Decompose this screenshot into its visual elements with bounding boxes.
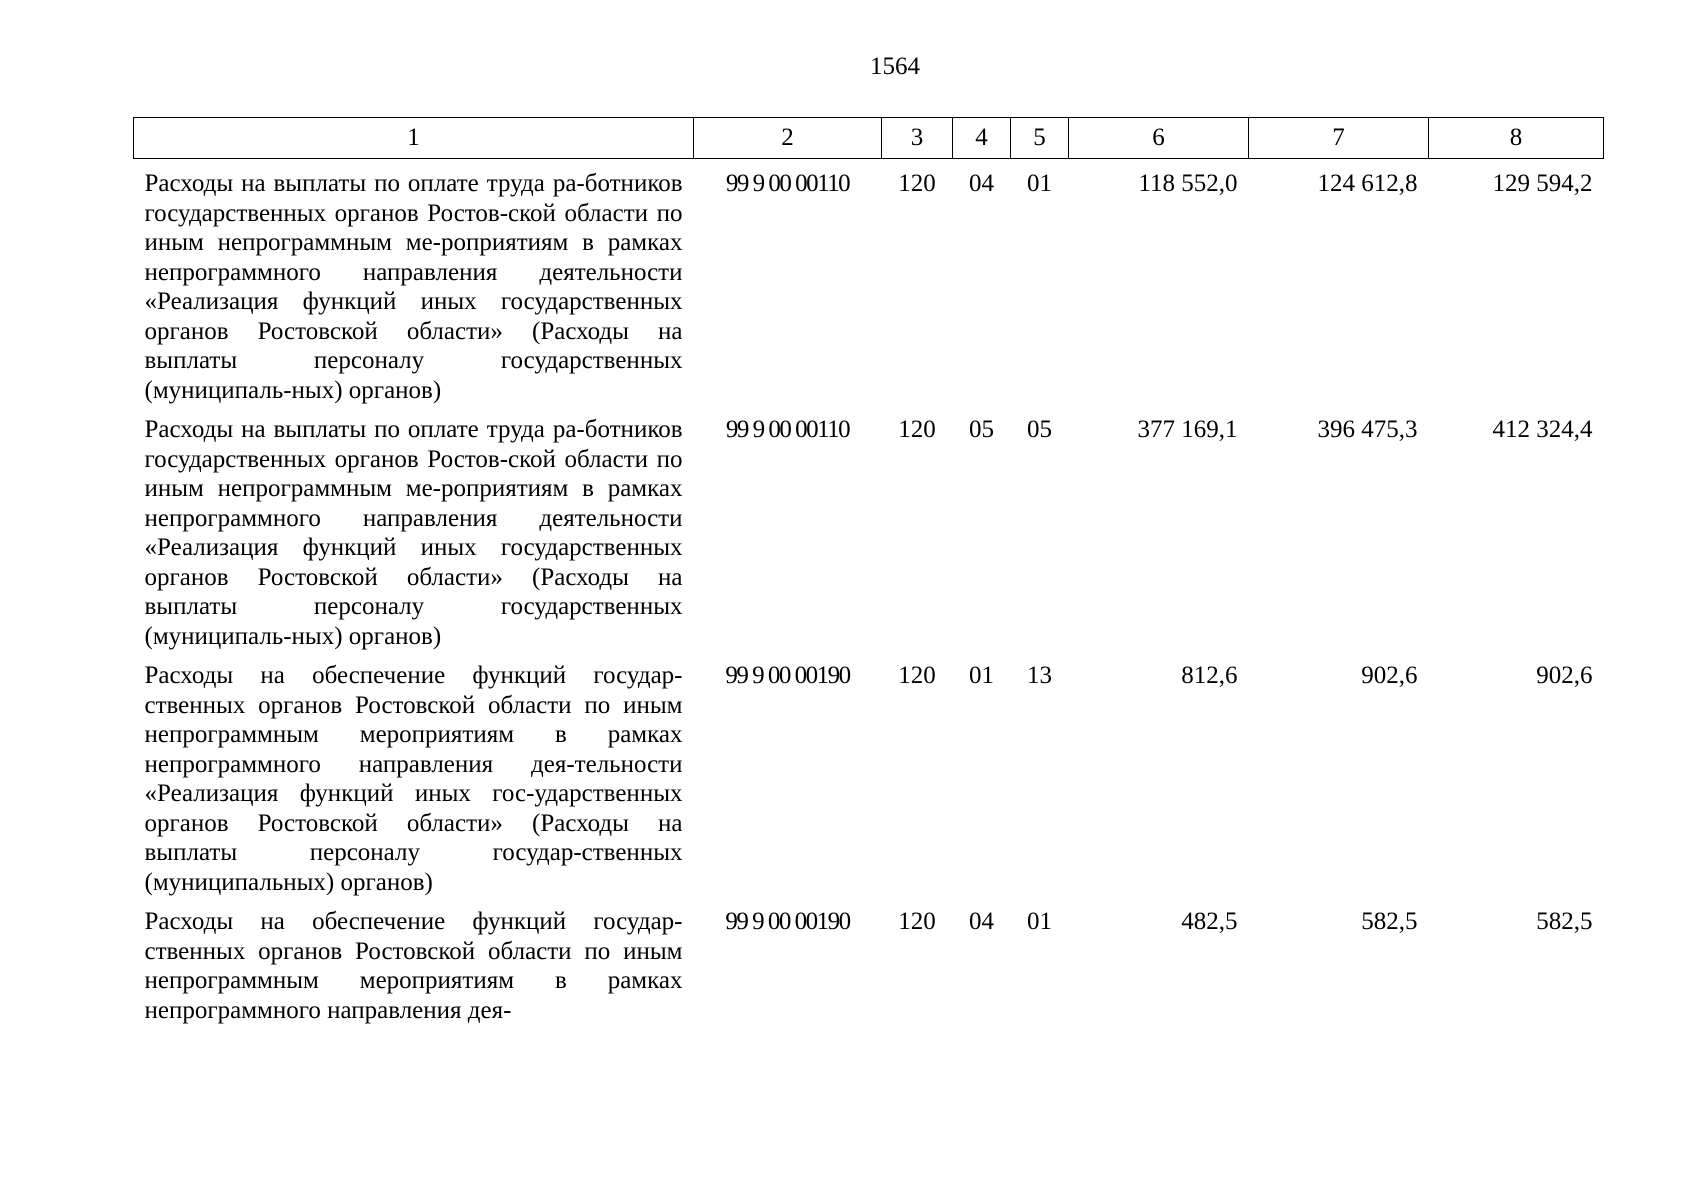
- row-amount-col8: 902,6: [1536, 662, 1593, 689]
- column-header-1: 1: [134, 118, 694, 159]
- column-header-5: 5: [1011, 118, 1069, 159]
- table-row: [134, 405, 1604, 651]
- column-header-6: 6: [1069, 118, 1249, 159]
- row-amount-col6: 377 169,1: [1137, 416, 1238, 443]
- column-header-4: 4: [953, 118, 1011, 159]
- row-subsection: 05: [1027, 416, 1052, 443]
- row-amount-col6: 812,6: [1181, 662, 1238, 689]
- row-amount-col6: 482,5: [1181, 908, 1238, 935]
- row-subsection: 01: [1027, 170, 1052, 197]
- column-header-3: 3: [882, 118, 953, 159]
- row-section: 01: [969, 662, 994, 689]
- budget-table: [133, 117, 1604, 1025]
- row-expense-type: 120: [898, 908, 936, 935]
- row-expense-type: 120: [898, 416, 936, 443]
- column-header-2: 2: [694, 118, 882, 159]
- table-row: [134, 159, 1604, 406]
- row-description: Расходы на выплаты по оплате труда ра-ботников государственных органов Ростов-ской области по иным непрограммным ме-роприятиям в рамках непрограммного направления деятельности «Реализация функций иных государственных органов Ростовской области» (Расходы на выплаты персоналу государственных (муниципаль-ных) органов): [144, 170, 683, 404]
- row-amount-col6: 118 552,0: [1138, 170, 1238, 197]
- row-amount-col8: 582,5: [1536, 908, 1593, 935]
- row-section: 04: [969, 170, 994, 197]
- row-target-code: 99 9 00 00190: [725, 662, 850, 689]
- column-header-8: 8: [1429, 118, 1604, 159]
- column-header-7: 7: [1249, 118, 1429, 159]
- row-amount-col7: 582,5: [1361, 908, 1418, 935]
- row-description: Расходы на обеспечение функций государ-ственных органов Ростовской области по иным непрограммным мероприятиям в рамках непрограммного направления дея-тельности «Реализация функций иных гос-ударственных органов Ростовской области» (Расходы на выплаты персоналу государ-ственных (муниципальных) органов): [144, 662, 683, 896]
- header-row: [134, 118, 1604, 159]
- row-subsection: 01: [1027, 908, 1052, 935]
- row-amount-col7: 396 475,3: [1317, 416, 1418, 443]
- row-description: Расходы на обеспечение функций государ-ственных органов Ростовской области по иным непрограммным мероприятиям в рамках непрограммного направления дея-: [144, 908, 683, 1024]
- row-amount-col8: 412 324,4: [1492, 416, 1593, 443]
- row-amount-col7: 902,6: [1361, 662, 1418, 689]
- row-target-code: 99 9 00 00190: [725, 908, 850, 935]
- row-section: 05: [969, 416, 994, 443]
- row-description: Расходы на выплаты по оплате труда ра-ботников государственных органов Ростов-ской области по иным непрограммным ме-роприятиям в рамках непрограммного направления деятельности «Реализация функций иных государственных органов Ростовской области» (Расходы на выплаты персоналу государственных (муниципаль-ных) органов): [144, 416, 683, 650]
- row-expense-type: 120: [898, 170, 936, 197]
- row-target-code: 99 9 00 00110: [725, 416, 850, 443]
- row-expense-type: 120: [898, 662, 936, 689]
- row-target-code: 99 9 00 00110: [725, 170, 850, 197]
- row-amount-col8: 129 594,2: [1492, 170, 1593, 197]
- row-amount-col7: 124 612,8: [1317, 170, 1418, 197]
- page-number: 1564: [870, 53, 920, 80]
- table-row: [134, 897, 1604, 1025]
- row-section: 04: [969, 908, 994, 935]
- table-row: [134, 651, 1604, 897]
- row-subsection: 13: [1027, 662, 1052, 689]
